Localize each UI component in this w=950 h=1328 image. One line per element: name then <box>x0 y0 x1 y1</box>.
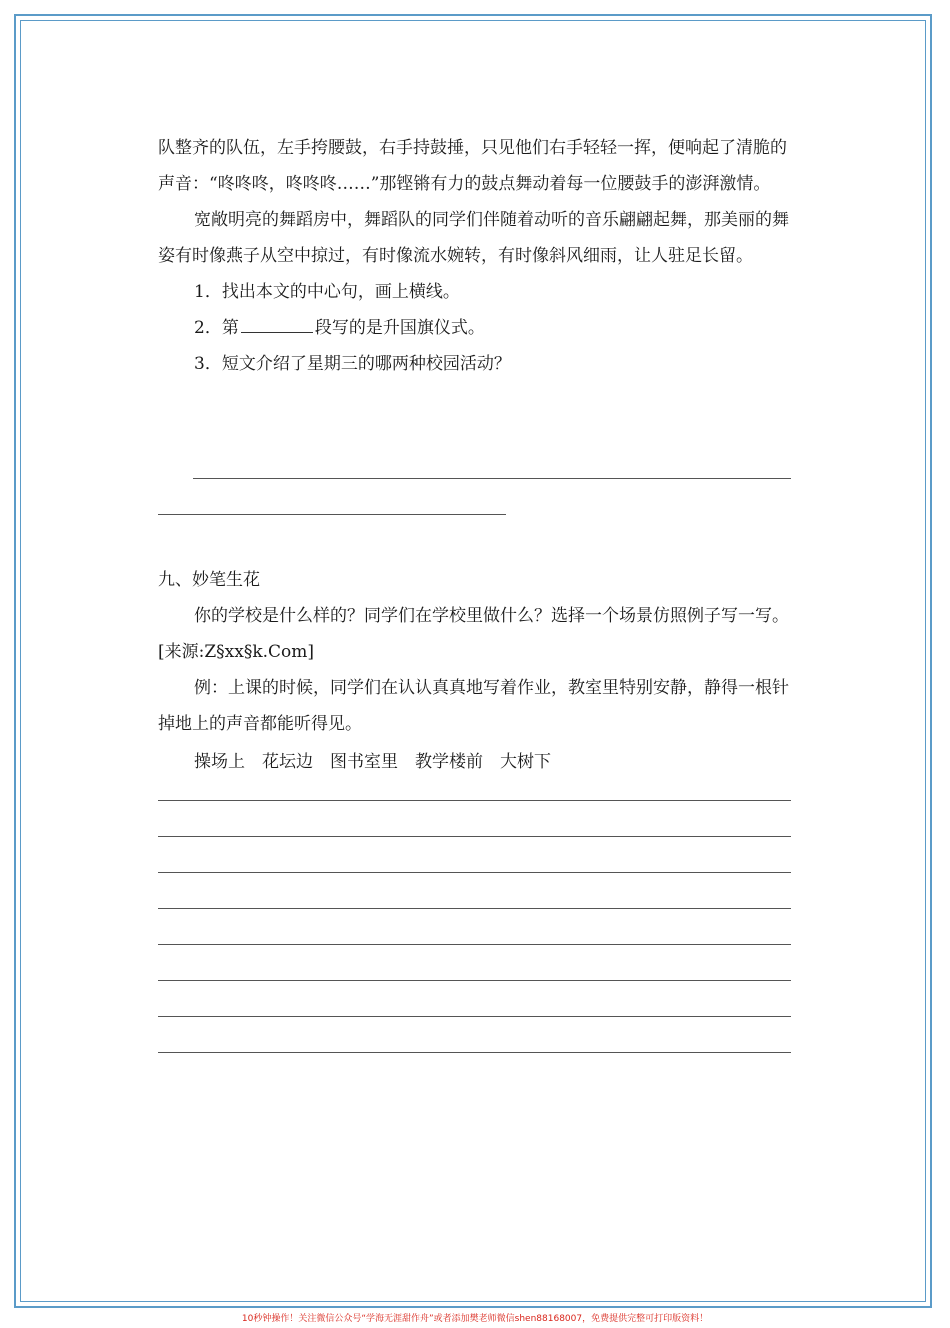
answer-line[interactable] <box>193 478 791 479</box>
writing-line[interactable] <box>158 800 791 801</box>
section-title: 九、妙笔生花 <box>158 570 260 590</box>
question-1: 1．找出本文的中心句，画上横线。 <box>194 282 460 302</box>
question-2 <box>158 310 792 346</box>
question-3: 3．短文介绍了星期三的哪两种校园活动？ <box>194 354 511 374</box>
answer-line[interactable] <box>158 514 506 515</box>
place-options: 操场上 花坛边 图书室里 教学楼前 大树下 <box>194 752 551 772</box>
worksheet-content <box>158 130 792 382</box>
passage-paragraph-1: 队整齐的队伍，左手挎腰鼓，右手持鼓捶，只见他们右手轻轻一挥，便响起了清脆的声音：“咚咚咚，咚咚咚……”那铿锵有力的鼓点舞动着每一位腰鼓手的澎湃激情。 <box>158 138 787 194</box>
writing-line[interactable] <box>158 872 791 873</box>
answer-blank[interactable] <box>241 312 313 333</box>
writing-line[interactable] <box>158 836 791 837</box>
question-2-prefix: 2．第 <box>194 318 239 338</box>
passage-paragraph-2: 宽敞明亮的舞蹈房中，舞蹈队的同学们伴随着动听的音乐翩翩起舞，那美丽的舞姿有时像燕子从空中掠过，有时像流水婉转，有时像斜风细雨，让人驻足长留。 <box>158 210 789 266</box>
writing-line[interactable] <box>158 944 791 945</box>
writing-prompt: 你的学校是什么样的？同学们在学校里做什么？选择一个场景仿照例子写一写。[来源:Z§xx§k.Com] <box>158 606 789 662</box>
writing-line[interactable] <box>158 980 791 981</box>
section-9 <box>158 562 792 780</box>
writing-line[interactable] <box>158 1016 791 1017</box>
question-2-suffix: 段写的是升国旗仪式。 <box>314 318 485 338</box>
writing-line[interactable] <box>158 1052 791 1053</box>
footer-notice: 10秒钟操作！关注微信公众号“学海无涯甜作舟”或者添加樊老师微信shen88168007，免费提供完整可打印版资料！ <box>241 1314 709 1324</box>
example-text: 例：上课的时候，同学们在认认真真地写着作业，教室里特别安静，静得一根针掉地上的声音都能听得见。 <box>158 678 789 734</box>
writing-line[interactable] <box>158 908 791 909</box>
